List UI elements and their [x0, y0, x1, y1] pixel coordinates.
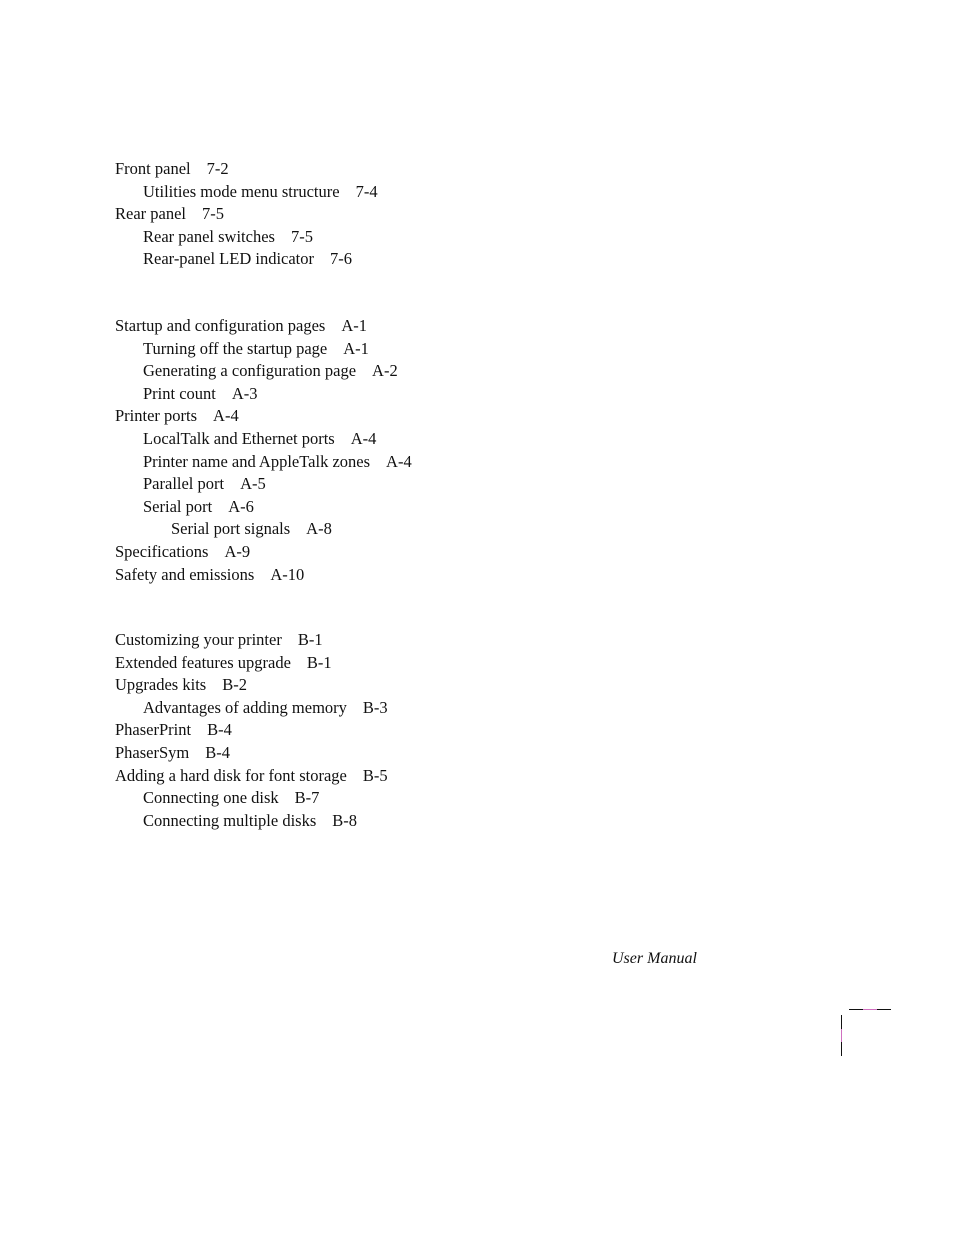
toc-entry-title: Startup and configuration pages — [115, 316, 326, 335]
toc-entry-title: Advantages of adding memory — [143, 697, 347, 717]
toc-entry-page-number: A-4 — [386, 451, 412, 471]
toc-entry-title: Connecting multiple disks — [143, 810, 317, 830]
toc-entry-page-number: B-3 — [362, 697, 388, 717]
toc-entry[interactable] — [115, 248, 378, 271]
toc-entry[interactable] — [115, 629, 388, 652]
toc-entry-title: Customizing your printer — [115, 630, 282, 649]
crop-mark-vertical — [841, 1042, 842, 1056]
toc-entry-title: PhaserSym — [115, 742, 190, 762]
toc-entry-title: LocalTalk and Ethernet ports — [143, 428, 335, 448]
toc-entry[interactable] — [115, 383, 412, 406]
toc-entry-title: Safety and emissions — [115, 564, 255, 584]
toc-entry-page-number: 7-4 — [355, 181, 378, 201]
toc-entry[interactable] — [115, 473, 412, 496]
toc-entry-title: Extended features upgrade — [115, 652, 291, 672]
toc-entry-page-number: B-5 — [362, 765, 388, 785]
toc-entry-page-number: A-1 — [341, 316, 367, 335]
toc-entry-title: Parallel port — [143, 474, 225, 494]
toc-section-chapter-7 — [115, 158, 378, 271]
toc-entry-title: Upgrades kits — [115, 675, 207, 695]
toc-entry[interactable] — [115, 338, 412, 361]
toc-entry-page-number: 7-6 — [330, 249, 353, 269]
toc-entry-title: PhaserPrint — [115, 720, 192, 740]
toc-entry-title: Rear-panel LED indicator — [143, 249, 315, 269]
toc-entry[interactable] — [115, 428, 412, 451]
toc-entry[interactable] — [115, 787, 388, 810]
toc-entry-title: Front panel — [115, 159, 191, 178]
toc-entry-page-number: B-7 — [294, 788, 320, 808]
toc-section-appendix-b — [115, 629, 388, 832]
toc-entry-page-number: A-10 — [270, 564, 305, 584]
toc-entry-title: Printer ports — [115, 406, 198, 426]
crop-mark-vertical-accent — [841, 1029, 842, 1042]
toc-entry[interactable] — [115, 697, 388, 720]
toc-entry-title: Rear panel switches — [143, 226, 275, 246]
toc-entry[interactable] — [115, 564, 412, 587]
toc-entry[interactable] — [115, 315, 412, 338]
toc-entry-page-number: A-5 — [240, 474, 266, 494]
toc-entry-page-number: A-3 — [231, 383, 258, 403]
toc-entry[interactable] — [115, 652, 388, 675]
toc-entry-page-number: A-4 — [350, 428, 377, 448]
toc-entry-title: Serial port signals — [171, 519, 291, 539]
toc-entry[interactable] — [115, 765, 388, 788]
toc-entry[interactable] — [115, 181, 378, 204]
toc-entry-page-number: A-8 — [306, 519, 332, 539]
toc-entry-page-number: B-1 — [297, 630, 323, 649]
toc-entry-title: Generating a configuration page — [143, 361, 357, 381]
crop-mark-vertical — [841, 1015, 842, 1029]
toc-entry[interactable] — [115, 810, 388, 833]
toc-entry-page-number: B-4 — [205, 742, 230, 762]
toc-entry[interactable] — [115, 405, 412, 428]
toc-section-appendix-a — [115, 315, 412, 586]
toc-entry[interactable] — [115, 203, 378, 226]
toc-entry[interactable] — [115, 451, 412, 474]
toc-entry-title: Printer name and AppleTalk zones — [143, 451, 371, 471]
toc-entry-page-number: B-4 — [207, 720, 232, 740]
toc-entry-title: Specifications — [115, 541, 209, 561]
footer-manual-title: User Manual — [612, 950, 697, 967]
toc-entry-page-number: 7-5 — [202, 204, 225, 224]
toc-entry-page-number: B-1 — [306, 652, 332, 672]
toc-entry[interactable] — [115, 360, 412, 383]
toc-entry-title: Rear panel — [115, 204, 187, 224]
toc-entry-page-number: B-2 — [222, 675, 247, 695]
toc-entry-title: Utilities mode menu structure — [143, 181, 340, 201]
toc-entry-page-number: A-4 — [213, 406, 239, 426]
toc-entry[interactable] — [115, 719, 388, 742]
crop-mark-horizontal — [877, 1009, 891, 1010]
toc-entry[interactable] — [115, 496, 412, 519]
crop-mark-horizontal-accent — [863, 1009, 877, 1010]
toc-entry-title: Serial port — [143, 496, 213, 516]
toc-entry[interactable] — [115, 674, 388, 697]
toc-entry-title: Turning off the startup page — [143, 338, 328, 358]
toc-entry-page-number: B-8 — [332, 810, 357, 830]
toc-entry[interactable] — [115, 742, 388, 765]
toc-entry-title: Print count — [143, 383, 216, 403]
crop-mark-horizontal — [849, 1009, 863, 1010]
toc-entry[interactable] — [115, 158, 378, 181]
toc-entry-page-number: A-1 — [343, 338, 369, 358]
toc-entry[interactable] — [115, 541, 412, 564]
toc-entry-title: Adding a hard disk for font storage — [115, 765, 347, 785]
toc-entry[interactable] — [115, 518, 412, 541]
toc-entry-page-number: 7-2 — [206, 159, 229, 178]
toc-entry-page-number: A-9 — [224, 541, 251, 561]
toc-entry-page-number: A-6 — [228, 496, 254, 516]
toc-entry-page-number: A-2 — [372, 361, 398, 381]
toc-entry-title: Connecting one disk — [143, 788, 279, 808]
toc-entry-page-number: 7-5 — [290, 226, 313, 246]
toc-entry[interactable] — [115, 226, 378, 249]
